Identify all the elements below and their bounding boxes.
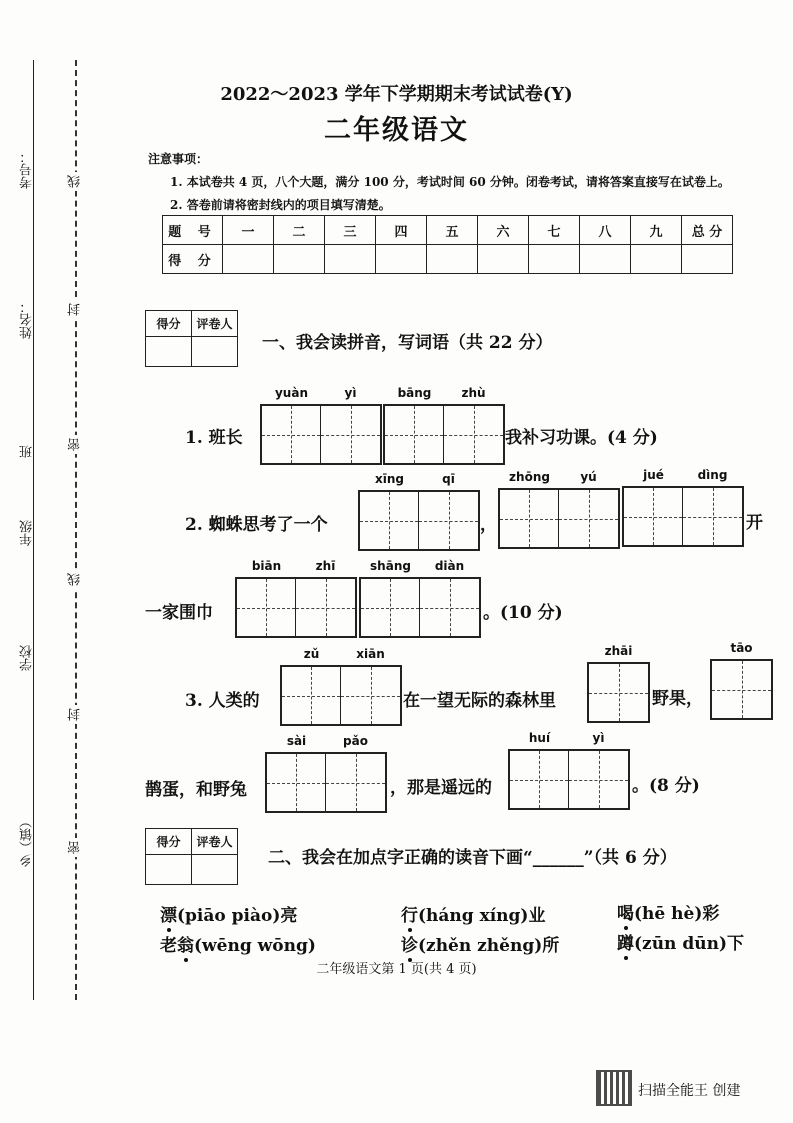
writing-box[interactable]: [359, 577, 481, 638]
pinyin: zǔ: [303, 647, 320, 661]
seal-char: 封: [66, 300, 85, 319]
pron-rest: 亮: [280, 906, 298, 926]
pinyin: xīng: [375, 472, 404, 486]
pinyin: yú: [580, 470, 597, 484]
writing-box[interactable]: [383, 404, 505, 465]
field-township: 乡（镇）: [20, 815, 35, 867]
dotted-char: 漂: [160, 906, 177, 926]
field-grade: 年级: [20, 520, 35, 546]
pinyin: tāo: [730, 641, 753, 655]
q2-comma: ，: [480, 515, 497, 535]
pinyin: jué: [643, 468, 664, 482]
score-col: 九: [631, 216, 682, 245]
pron-item: [617, 929, 744, 954]
q2-text-after: 开: [746, 513, 763, 533]
pron-options[interactable]: (háng xíng): [418, 906, 529, 926]
score-cell[interactable]: [682, 245, 733, 274]
score-cell[interactable]: [631, 245, 682, 274]
note-item: 1. 本试卷共 4 页，八个大题，满分 100 分，考试时间 60 分钟。闭卷考试，请将答案直接写在试卷上。: [170, 175, 730, 189]
score-cell[interactable]: [376, 245, 427, 274]
exam-subject: 二年级语文: [324, 115, 469, 146]
grade-box: [145, 310, 238, 367]
pron-item: [160, 931, 316, 956]
pinyin: zhī: [315, 559, 336, 573]
grade-score-label: 得分: [146, 311, 192, 337]
grade-grader-label: 评卷人: [192, 829, 238, 855]
field-school: 学校: [20, 645, 35, 671]
section1-title: 一、我会读拼音，写词语（共 22 分）: [262, 333, 553, 353]
pinyin: zhù: [461, 386, 486, 400]
pinyin: bāng: [397, 386, 432, 400]
q3-text-after: 野果，: [652, 689, 703, 709]
writing-box[interactable]: [587, 662, 650, 723]
score-cell[interactable]: [529, 245, 580, 274]
score-cell[interactable]: [427, 245, 478, 274]
pron-rest: 彩: [702, 904, 720, 924]
pinyin: yì: [592, 731, 605, 745]
q3-line2-before: 鹊蛋，和野兔: [145, 780, 247, 800]
score-cell[interactable]: [274, 245, 325, 274]
writing-box[interactable]: [265, 752, 387, 813]
pinyin: diàn: [434, 559, 465, 573]
writing-box[interactable]: [508, 749, 630, 810]
score-table-header: 题 号: [163, 216, 223, 245]
pron-options[interactable]: (piāo piào): [177, 906, 281, 926]
pinyin: huí: [528, 731, 551, 745]
seal-char: 线: [66, 172, 85, 191]
pron-options[interactable]: (zūn dūn): [634, 934, 727, 954]
writing-box[interactable]: [260, 404, 382, 465]
score-col: 二: [274, 216, 325, 245]
writing-box[interactable]: [235, 577, 357, 638]
dotted-char: 喝: [617, 904, 634, 924]
q3-line2-mid: ，那是遥远的: [390, 778, 492, 798]
q3-line2-after: 。(8 分): [632, 776, 700, 796]
q2-line2-before: 一家围巾: [145, 603, 213, 623]
pinyin: dìng: [697, 468, 728, 482]
writing-box[interactable]: [358, 490, 480, 551]
writing-box[interactable]: [710, 659, 773, 720]
field-class: 班: [20, 445, 35, 458]
writing-box[interactable]: [622, 486, 744, 547]
score-col: 总 分: [682, 216, 733, 245]
field-exam-number: 考号：: [20, 150, 35, 189]
grade-box: [145, 828, 238, 885]
q2-line2-after: 。(10 分): [483, 603, 563, 623]
page-footer: 二年级语文第 1 页(共 4 页): [316, 962, 477, 977]
grade-score-cell[interactable]: [146, 337, 192, 367]
grade-grader-label: 评卷人: [192, 311, 238, 337]
dotted-char: 行: [401, 906, 418, 926]
score-cell[interactable]: [478, 245, 529, 274]
notes-heading: 注意事项：: [148, 152, 209, 166]
pron-rest: 下: [727, 934, 744, 954]
qr-code-icon: [596, 1070, 632, 1106]
pinyin: sài: [286, 734, 307, 748]
pron-pre: 老: [160, 936, 177, 956]
dotted-char: 翁: [177, 936, 194, 956]
section2-title: 二、我会在加点字正确的读音下画“______”（共 6 分）: [268, 848, 677, 868]
score-col: 三: [325, 216, 376, 245]
q1-text-after: 我补习功课。(4 分): [505, 428, 658, 448]
pron-options[interactable]: (zhěn zhěng): [418, 936, 543, 956]
pinyin: xiān: [356, 647, 385, 661]
score-col: 七: [529, 216, 580, 245]
pinyin: biān: [251, 559, 282, 573]
q2-text-before: 2. 蜘蛛思考了一个: [185, 515, 328, 535]
pinyin: yì: [344, 386, 357, 400]
pron-item: [160, 901, 297, 926]
binding-dashed-line: [75, 60, 77, 1000]
pinyin: shāng: [370, 559, 411, 573]
seal-char: 封: [66, 705, 85, 724]
grade-grader-cell[interactable]: [192, 855, 238, 885]
pron-options[interactable]: (wēng wōng): [194, 936, 316, 956]
seal-char: 线: [66, 570, 85, 589]
score-cell[interactable]: [325, 245, 376, 274]
dotted-char: 蹲: [617, 934, 634, 954]
pron-options[interactable]: (hē hè): [634, 904, 703, 924]
writing-box[interactable]: [280, 665, 402, 726]
writing-box[interactable]: [498, 488, 620, 549]
pinyin: zhāi: [604, 644, 633, 658]
dotted-char: 诊: [401, 936, 418, 956]
score-table: [162, 215, 733, 274]
score-cell[interactable]: [223, 245, 274, 274]
pinyin: qī: [442, 472, 455, 486]
note-item: 2. 答卷前请将密封线内的项目填写清楚。: [170, 198, 391, 212]
score-col: 六: [478, 216, 529, 245]
seal-char: 密: [66, 838, 85, 857]
score-cell[interactable]: [580, 245, 631, 274]
score-table-header: 得 分: [163, 245, 223, 274]
grade-score-cell[interactable]: [146, 855, 192, 885]
pron-rest: 业: [528, 906, 546, 926]
pinyin: pǎo: [343, 734, 368, 748]
pron-rest: 所: [542, 936, 560, 956]
field-name: 姓名：: [20, 300, 35, 339]
score-col: 八: [580, 216, 631, 245]
grade-score-label: 得分: [146, 829, 192, 855]
seal-char: 密: [66, 435, 85, 454]
grade-grader-cell[interactable]: [192, 337, 238, 367]
exam-title: 2022～2023 学年下学期期末考试试卷(Y): [220, 84, 573, 105]
pron-item: [617, 899, 719, 924]
scanner-watermark: 扫描全能王 创建: [638, 1083, 741, 1099]
q3-text-before: 3. 人类的: [185, 691, 260, 711]
score-col: 五: [427, 216, 478, 245]
pron-item: [401, 901, 545, 926]
score-col: 四: [376, 216, 427, 245]
pinyin: yuàn: [274, 386, 308, 400]
q3-text-mid: 在一望无际的森林里: [403, 691, 556, 711]
pron-item: [401, 931, 559, 956]
q1-text-before: 1. 班长: [185, 428, 243, 448]
score-col: 一: [223, 216, 274, 245]
pinyin: zhōng: [509, 470, 550, 484]
